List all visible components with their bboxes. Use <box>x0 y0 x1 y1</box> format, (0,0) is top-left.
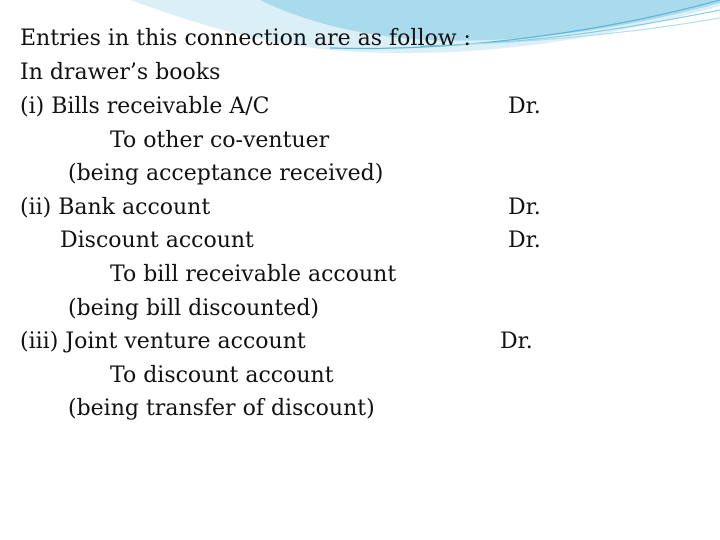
entry-1-narration: (being acceptance received) <box>68 161 384 186</box>
entry-2-narration: (being bill discounted) <box>68 296 319 321</box>
dr-label-discount: Dr. <box>508 228 541 253</box>
dr-label-bank: Dr. <box>508 195 541 220</box>
entry-3-debit: (iii) Joint venture account <box>20 329 306 354</box>
entry-2-credit: To bill receivable account <box>110 262 397 287</box>
dr-label-joint-venture: Dr. <box>500 329 533 354</box>
entry-3-credit: To discount account <box>110 363 334 388</box>
dr-label-entry-1: Dr. <box>508 94 541 119</box>
entry-1-credit: To other co-ventuer <box>110 128 330 153</box>
entry-1-debit: (i) Bills receivable A/C <box>20 94 270 119</box>
heading-text: Entries in this connection are as follow : <box>20 26 471 51</box>
entry-3-narration: (being transfer of discount) <box>68 396 375 421</box>
subheading-drawers-books: In drawer’s books <box>20 60 221 85</box>
entry-2-debit-discount: Discount account <box>60 228 254 253</box>
entry-2-debit-bank: (ii) Bank account <box>20 195 211 220</box>
